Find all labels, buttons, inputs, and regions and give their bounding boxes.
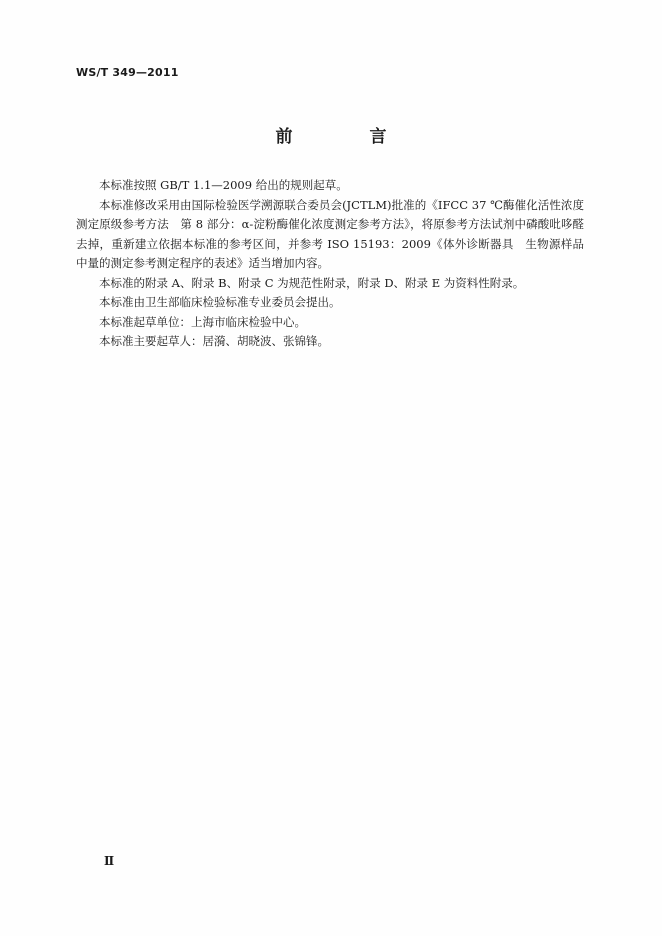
paragraph-drafting-rules: 本标准按照 GB/T 1.1—2009 给出的规则起草。 (99, 178, 348, 192)
paragraph-proposer: 本标准由卫生部临床检验标准专业委员会提出。 (99, 295, 341, 309)
paragraph-adoption: 本标准修改采用由国际检验医学溯源联合委员会(JCTLM)批准的《IFCC 37 ℃酶催化活性浓度测定原级参考方法 第 8 部分：α-淀粉酶催化浓度测定参考方法》，将原参考方法试剂中磷酸吡哆醛去掉，重新建立依据本标准的参考区间，并参考 ISO 15193：2009《体外诊断器具 生物源样品中量的测定参考测定程序的表述》适当增加内容。 (76, 197, 584, 270)
page-number: Ⅱ (104, 854, 115, 868)
paragraph-annexes: 本标准的附录 A、附录 B、附录 C 为规范性附录，附录 D、附录 E 为资料性附录。 (99, 275, 525, 290)
paragraph-drafting-unit: 本标准起草单位：上海市临床检验中心。 (99, 314, 306, 329)
paragraph-drafters: 本标准主要起草人：居漪、胡晓波、张锦锋。 (99, 334, 329, 348)
standard-code: WS/T 349—2011 (76, 66, 179, 79)
foreword-body (76, 176, 584, 352)
page-title: 前 言 (275, 127, 417, 147)
